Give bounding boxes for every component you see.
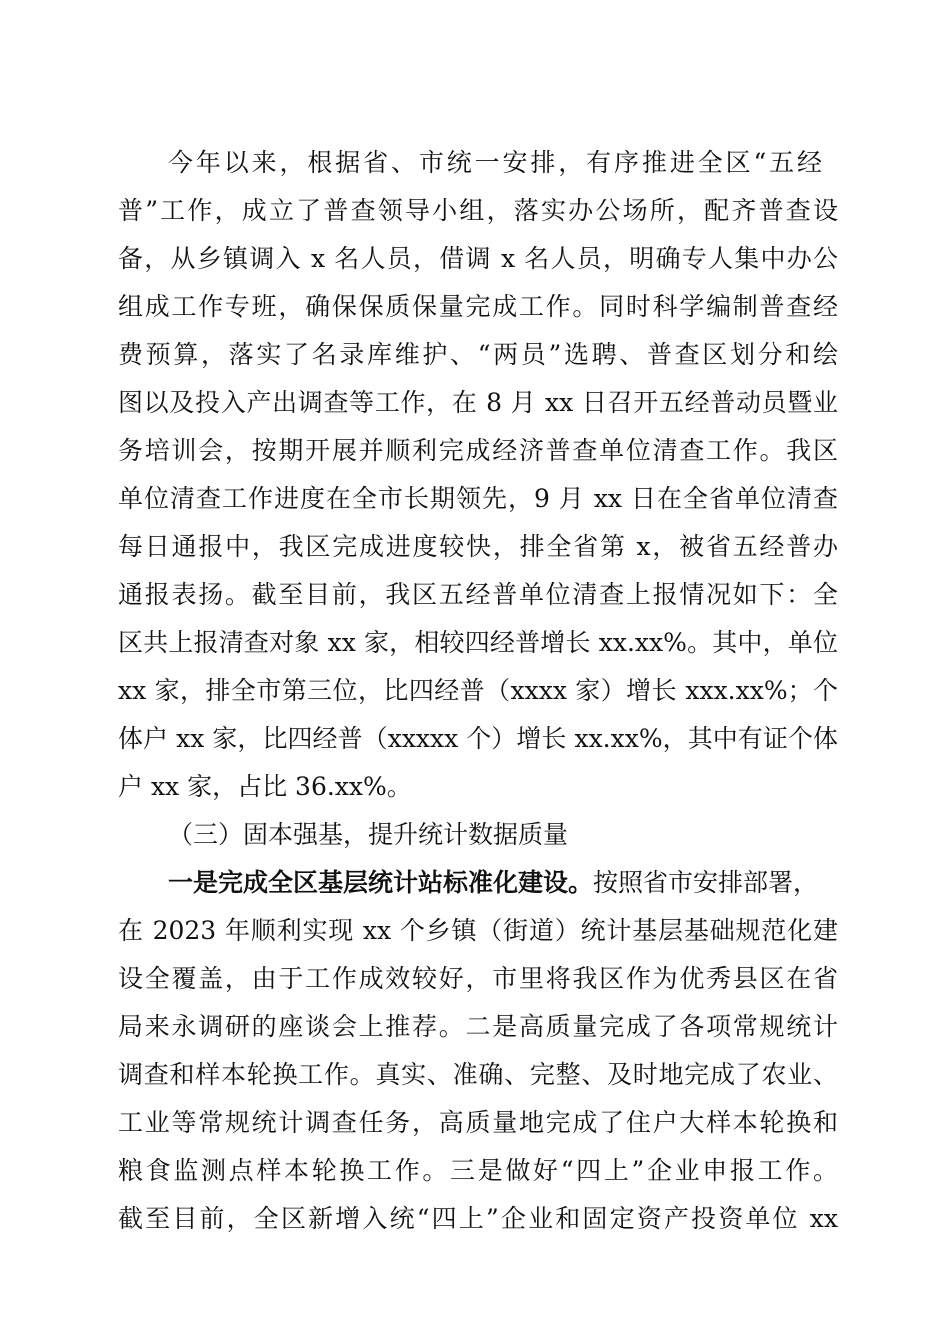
paragraph-line: 图以及投入产出调查等工作，在 8 月 xx 日召开五经普动员暨业 — [118, 388, 838, 417]
paragraph-line: xx 家，排全市第三位，比四经普（xxxx 家）增长 xxx.xx%；个 — [118, 676, 838, 705]
paragraph-line: 户 xx 家，占比 36.xx%。 — [118, 772, 412, 801]
paragraph-line: 通报表扬。截至目前，我区五经普单位清查上报情况如下：全 — [118, 580, 838, 609]
bold-lead-sentence: 一是完成全区基层统计站标准化建设。 — [168, 868, 594, 897]
paragraph-line-first — [168, 863, 822, 903]
paragraph-line: 务培训会，按期开展并顺利完成经济普查单位清查工作。我区 — [118, 436, 838, 465]
paragraph-line: 截至目前，全区新增入统“四上”企业和固定资产投资单位 xx — [118, 1204, 838, 1233]
paragraph-line: 费预算，落实了名录库维护、“两员”选聘、普查区划分和绘 — [118, 340, 838, 369]
lead-continuation: 按照省市安排部署， — [593, 868, 819, 897]
paragraph-line: 单位清查工作进度在全市长期领先，9 月 xx 日在全省单位清查 — [118, 484, 838, 513]
section-heading: （三）固本强基，提升统计数据质量 — [168, 820, 569, 849]
paragraph-line: 在 2023 年顺利实现 xx 个乡镇（街道）统计基层基础规范化建 — [118, 916, 838, 945]
paragraph-line: 体户 xx 家，比四经普（xxxxx 个）增长 xx.xx%，其中有证个体 — [118, 724, 838, 753]
paragraph-line: 工业等常规统计调查任务，高质量地完成了住户大样本轮换和 — [118, 1108, 838, 1137]
paragraph-line: 普”工作，成立了普查领导小组，落实办公场所，配齐普查设 — [118, 196, 838, 225]
paragraph-line: 粮食监测点样本轮换工作。三是做好“四上”企业申报工作。 — [118, 1156, 838, 1185]
paragraph-line: 备，从乡镇调入 x 名人员，借调 x 名人员，明确专人集中办公 — [118, 244, 838, 273]
paragraph-line: 设全覆盖，由于工作成效较好，市里将我区作为优秀县区在省 — [118, 964, 838, 993]
paragraph-line: 局来永调研的座谈会上推荐。二是高质量完成了各项常规统计 — [118, 1012, 838, 1041]
paragraph-line: 今年以来，根据省、市统一安排，有序推进全区“五经 — [168, 148, 822, 177]
paragraph-line: 组成工作专班，确保保质保量完成工作。同时科学编制普查经 — [118, 292, 838, 321]
paragraph-line: 调查和样本轮换工作。真实、准确、完整、及时地完成了农业、 — [118, 1060, 838, 1089]
paragraph-line: 每日通报中，我区完成进度较快，排全省第 x，被省五经普办 — [118, 532, 838, 561]
paragraph-line: 区共上报清查对象 xx 家，相较四经普增长 xx.xx%。其中，单位 — [118, 628, 838, 657]
